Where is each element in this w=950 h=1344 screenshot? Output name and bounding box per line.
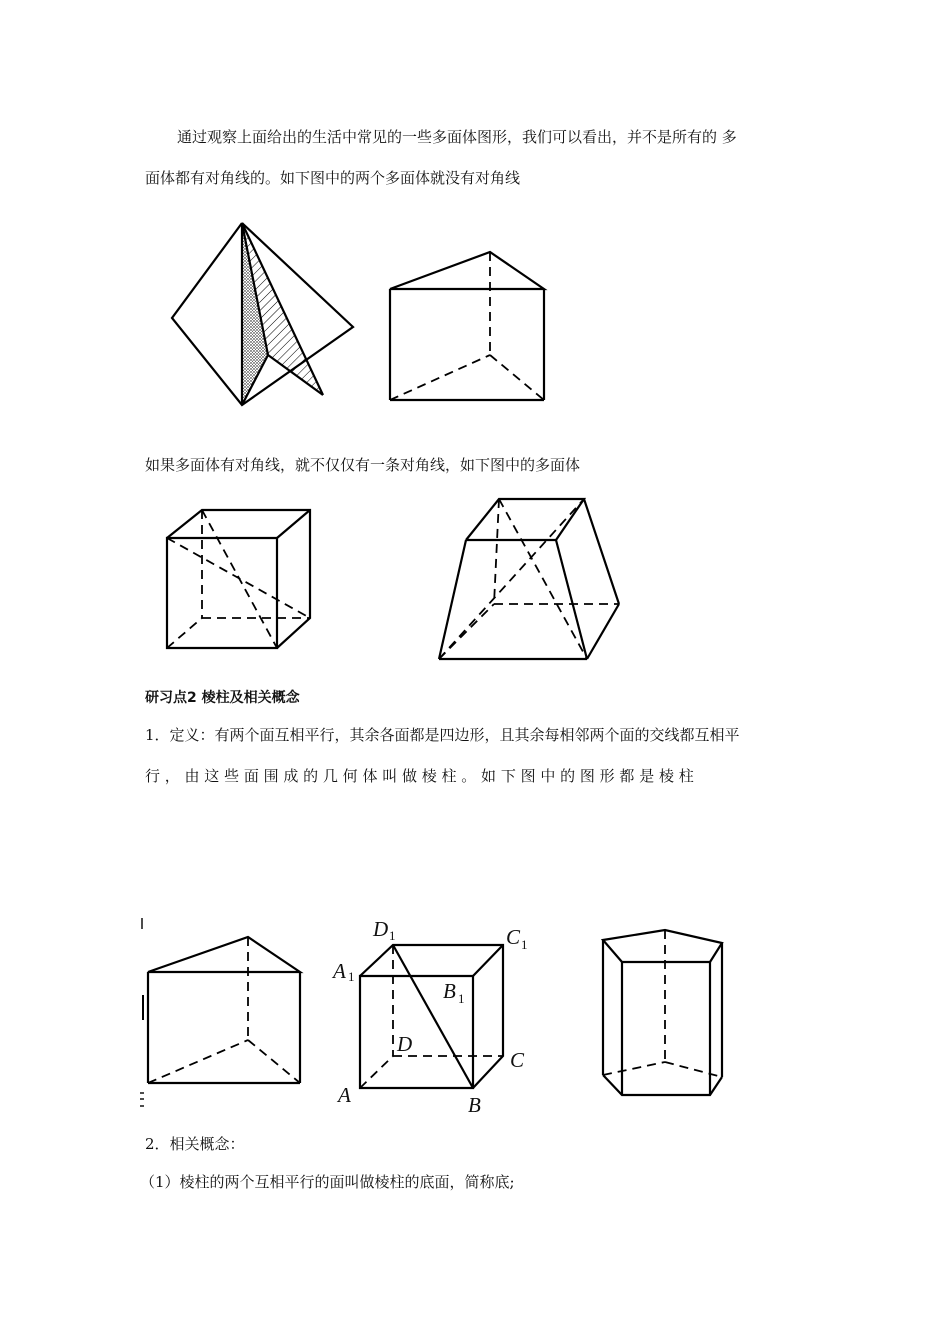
label-A1: A [333, 959, 346, 983]
paragraph-2: 如果多面体有对角线，就不仅仅有一条对角线，如下图中的多面体 [145, 456, 581, 474]
concepts-heading: 2．相关概念： [145, 1135, 245, 1153]
label-C1-subscript: 1 [521, 937, 528, 952]
section-heading: 研习点2 棱柱及相关概念 [145, 690, 300, 706]
concept-1: （1）棱柱的两个互相平行的面叫做棱柱的底面，简称底; [140, 1173, 515, 1191]
label-D1: D [373, 917, 389, 941]
figure-triangular-prism-1 [380, 245, 555, 410]
figure-frustum-diagonals [432, 492, 627, 664]
definition-line-1: 1．定义：有两个面互相平行，其余各面都是四边形，且其余每相邻两个面的交线都互相平 [145, 726, 740, 744]
label-B1: B [443, 979, 456, 1003]
label-D1-subscript: 1 [389, 928, 396, 943]
label-C: C [510, 1048, 525, 1072]
label-A: A [338, 1083, 351, 1107]
figure-double-tetrahedron [160, 215, 360, 415]
figure-cube-labeled [330, 910, 540, 1120]
label-B1-subscript: 1 [458, 991, 465, 1006]
paragraph-1-line-2: 面体都有对角线的。如下图中的两个多面体就没有对角线 [145, 169, 521, 187]
label-D: D [397, 1032, 413, 1056]
label-C1: C [506, 925, 521, 949]
paragraph-1-line-1: 通过观察上面给出的生活中常见的一些多面体图形，我们可以看出，并不是所有的 多 [177, 128, 737, 146]
figure-triangular-prism-2 [138, 915, 308, 1115]
label-B: B [468, 1093, 481, 1117]
label-A1-subscript: 1 [348, 969, 355, 984]
figure-pentagonal-prism [595, 925, 730, 1100]
figure-cube-diagonals [160, 505, 320, 655]
definition-line-2: 行 ， 由 这 些 面 围 成 的 几 何 体 叫 做 棱 柱 。 如 下 图 中 的 图 形 都 是 棱 柱 [145, 767, 694, 785]
